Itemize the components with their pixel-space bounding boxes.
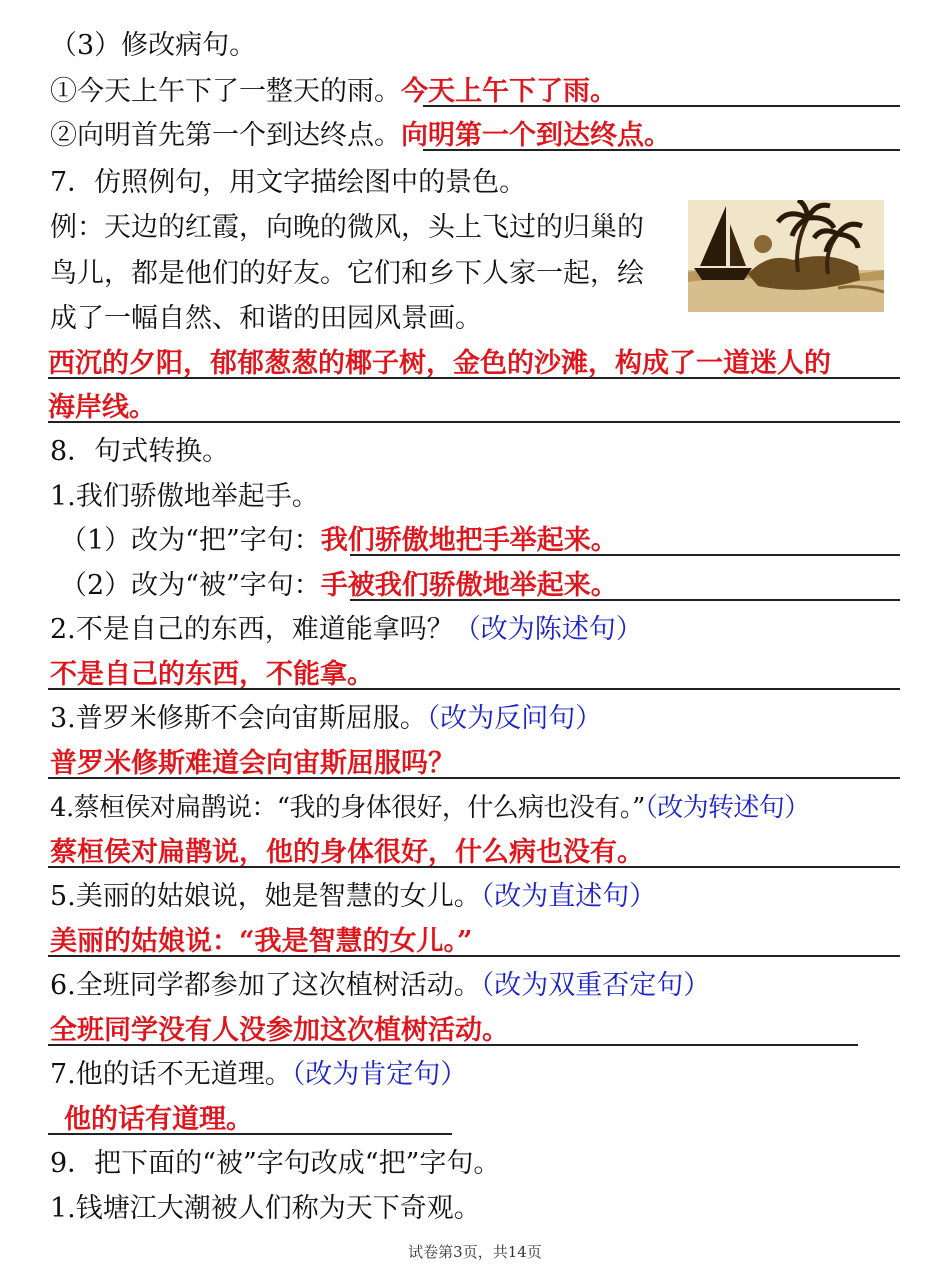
q8-item-2-answer: 不是自己的东西，不能拿。 [50,659,374,690]
question-text: ①今天上午下了一整天的雨。 [50,76,401,107]
q6-part3-title: （3）修改病句。 [50,30,257,61]
answer-text: 今天上午下了雨。 [401,76,617,107]
q8-item-3 [50,700,602,738]
instruction-text: （改为反问句） [426,703,603,734]
question-text: 7.他的话不无道理。 [50,1059,292,1090]
q7-answer-line-2: 海岸线。 [48,392,156,423]
answer-underline [48,377,900,379]
q8-item-4 [50,789,810,827]
q8-item-6-answer: 全班同学没有人没参加这次植树活动。 [50,1015,509,1046]
answer-underline [423,105,900,107]
q9-sentence-1: 1.钱塘江大潮被人们称为天下奇观。 [50,1193,481,1224]
answer-underline [48,1133,452,1135]
page-footer: 试卷第3页，共14页 [408,1243,542,1261]
answer-underline [48,777,900,779]
part-label: （1）改为“把”字句： [60,525,321,556]
q7-example-line-1: 例：天边的红霞，向晚的微风，头上飞过的归巢的 [50,212,644,243]
q8-sentence-1: 1.我们骄傲地举起手。 [50,481,319,512]
q7-title: 7．仿照例句，用文字描绘图中的景色。 [50,167,527,198]
q7-example-line-3: 成了一幅自然、和谐的田园风景画。 [50,303,482,334]
question-text: 5.美丽的姑娘说，她是智慧的女儿。 [50,881,481,912]
answer-text: 向明第一个到达终点。 [401,120,671,151]
answer-underline [48,688,900,690]
answer-underline [48,866,900,868]
question-text: 3.普罗米修斯不会向宙斯屈服。 [50,703,427,734]
q8-item-4-answer: 蔡桓侯对扁鹊说，他的身体很好，什么病也没有。 [50,837,644,868]
q8-item-7-answer: 他的话有道理。 [64,1104,253,1135]
answer-underline [48,421,900,423]
q8-item-5 [50,878,656,916]
q8-item-7 [50,1056,467,1094]
instruction-text: （改为陈述句） [453,614,643,645]
answer-underline [350,554,900,556]
q7-answer-line-1: 西沉的夕阳，郁郁葱葱的椰子树，金色的沙滩，构成了一道迷人的 [48,348,831,379]
q8-item-6 [50,967,710,1005]
question-text: 2.不是自己的东西，难道能拿吗？ [50,614,454,645]
q9-title: 9．把下面的“被”字句改成“把”字句。 [50,1148,501,1179]
question-text: ②向明首先第一个到达终点。 [50,120,401,151]
instruction-text: （改为转述句） [644,793,810,823]
q7-example-line-2: 鸟儿，都是他们的好友。它们和乡下人家一起，绘 [50,258,644,289]
beach-scene-image [688,200,884,312]
question-text: 4.蔡桓侯对扁鹊说：“我的身体很好，什么病也没有。” [50,793,645,823]
question-text: 6.全班同学都参加了这次植树活动。 [50,970,481,1001]
answer-underline [350,599,900,601]
answer-underline [48,1044,858,1046]
answer-underline [48,955,900,957]
q8-item-3-answer: 普罗米修斯难道会向宙斯屈服吗？ [50,748,455,779]
q8-item-2 [50,611,643,649]
part-label: （2）改为“被”字句： [60,570,321,601]
answer-text: 我们骄傲地把手举起来。 [320,525,618,556]
instruction-text: （改为直述句） [480,881,657,912]
q8-item-5-answer: 美丽的姑娘说：“我是智慧的女儿。” [50,926,473,957]
answer-text: 手被我们骄傲地举起来。 [320,570,618,601]
answer-underline [423,149,900,151]
q8-title: 8．句式转换。 [50,436,230,467]
instruction-text: （改为肯定句） [291,1059,468,1090]
instruction-text: （改为双重否定句） [480,970,711,1001]
